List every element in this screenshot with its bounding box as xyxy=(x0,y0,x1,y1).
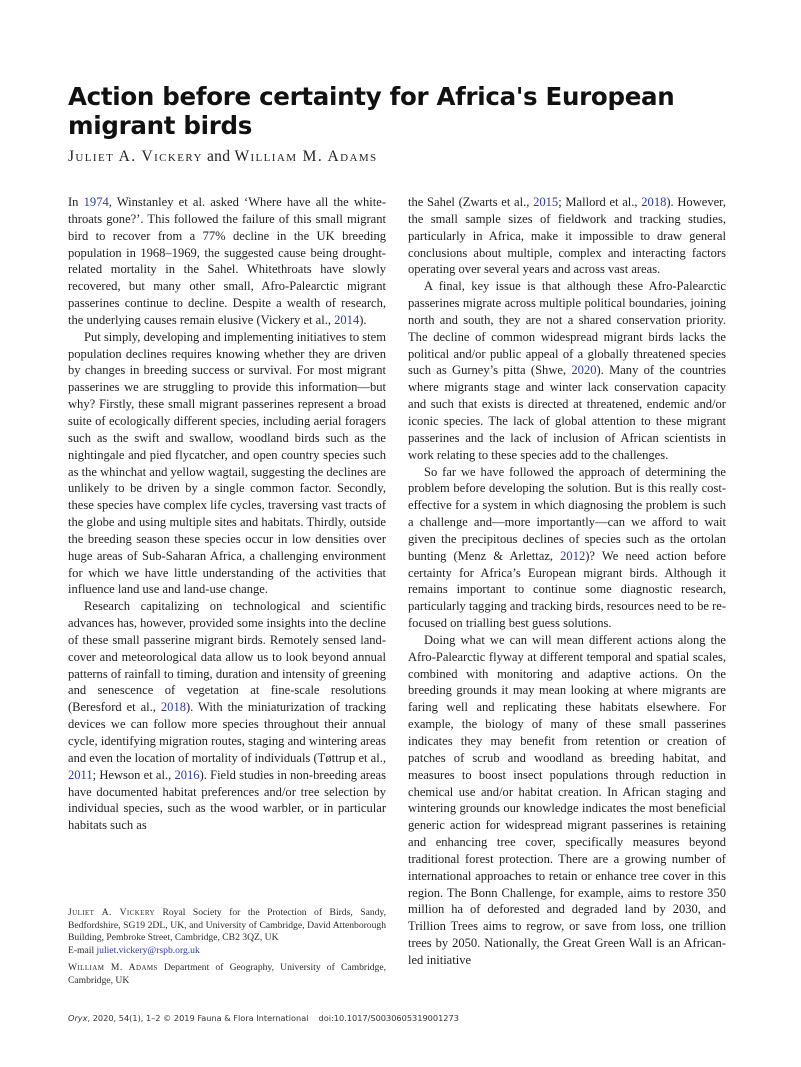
paragraph-doing-what-we-can: Doing what we can will mean different actions along the Afro-Palearctic flyway at different temporal and spatial scales, combined with monitoring and adaptive actions. On the breeding grounds it may mean looking at where migrants are faring well and replicating these habitats elsewhere. For example, the biology of many of these small passerines indicates they may benefit from retention or creation of patches of scrub and woodland as breeding habitat, and measures to boost insect populations through reduction in chemical use and/or habitat creation. In African staging and wintering grounds our knowledge indicates the most beneficial generic action for widespread migrant passerines is retaining and enhancing tree cover, specifically measures beyond traditional forest protection. There are a growing number of international approaches to retain or enhance tree cover in this region. The Bonn Challenge, for example, aims to restore 350 million ha of deforested and degraded land by 2030, and Trillion Trees aims to regrow, or save from loss, one trillion trees by 2050. Nationally, the Great Green Wall is an African-led initiative xyxy=(408,632,726,967)
paragraph-put-simply: Put simply, developing and implementing initiatives to stem population declines requires knowing whether they are driven by changes in breeding success or survival. For most migrant passerines we are struggling to provide this information—but why? Firstly, these small migrant passerines represent a broad suite of ecologically different species, including aerial foragers such as the swift and swallow, woodland birds such as the nightingale and pied flycatcher, and open country species such as the whinchat and yellow wagtail, suggesting the declines are unlikely to be driven by a single common factor. Secondly, these species have complex life cycles, traversing vast tracts of the globe and using multiple sites and habitats. Thirdly, outside the breeding season these species occur in low densities over huge areas of Sub-Saharan Africa, a challenging environment for which we have little understanding of the activities that influence land use and land-use change. xyxy=(68,329,386,597)
author-conjunction: and xyxy=(207,148,231,165)
text-run: ). Field studies in non-breeding areas have documented habitat preferences and/or tree selection by individual species, such as the wood warbler, or in particular habitats such as xyxy=(68,767,386,833)
affiliation-vickery xyxy=(68,907,386,957)
doi: doi:10.1017/S0030605319001273 xyxy=(318,1013,459,1023)
email-label: E-mail xyxy=(68,944,97,956)
email-link[interactable]: juliet.vickery@rspb.org.uk xyxy=(96,944,200,956)
affiliation-name: William M. Adams xyxy=(68,962,158,973)
text-run: A final, key issue is that although these Afro-Palearctic passerines migrate across multiple political boundaries, joining north and south, they are not a shared conservation priority. The decline of common widespread migrant birds lacks the political and/or public appeal of a globally threatened species such as Gurney’s pitta (Shwe, xyxy=(408,279,726,378)
body-column-left xyxy=(68,194,386,834)
text-run: ). Many of the countries where migrants stage and winter lack conservation capacity and such that exists is directed at threatened, endemic and/or iconic species. The lack of global attention to these migrant passerines and the lack of inclusion of African scientists in work relating to these species add to the challenges. xyxy=(408,363,726,462)
paragraph-sahel xyxy=(408,194,726,278)
paragraph-research xyxy=(68,598,386,834)
author-adams: William M. Adams xyxy=(234,148,378,165)
paragraph-intro xyxy=(68,194,386,329)
author-vickery: Juliet A. Vickery xyxy=(68,148,203,165)
paragraph-so-far xyxy=(408,464,726,632)
page-footer xyxy=(68,1013,459,1023)
citation-link[interactable]: 2011 xyxy=(68,767,93,782)
citation-link[interactable]: 2015 xyxy=(533,195,559,209)
text-run: In xyxy=(68,195,84,209)
citation-link[interactable]: 2016 xyxy=(174,767,200,782)
affiliation-adams xyxy=(68,962,386,987)
text-run: ; Mallord et al., xyxy=(558,195,642,209)
text-run: the Sahel (Zwarts et al., xyxy=(408,195,534,209)
journal-name: Oryx xyxy=(68,1013,88,1023)
text-run: )? We need action before certainty for Africa’s European migrant birds. Although it remains important to continue some diagnostic research, particularly tagging and tracking birds, resources need to be re-focused on trialling best guess solutions. xyxy=(408,548,726,631)
article-title: Action before certainty for Africa's European migrant birds xyxy=(68,82,675,141)
affiliation-text: Royal Society for the Protection of Birds, Sandy, Bedfordshire, SG19 2DL, UK, and University of Cambridge, David Attenborough Building, Pembroke Street, Cambridge, CB2 3QZ, UK xyxy=(68,907,386,944)
citation-link[interactable]: 2018 xyxy=(160,700,186,715)
citation-link[interactable]: 2012 xyxy=(560,548,586,563)
text-run: So far we have followed the approach of determining the problem before developing the solution. But is this really cost-effective for a system in which diagnosing the problem is such a challenge and—more importantly—can we afford to wait given the precipitous declines of species such as the ortolan bunting (Menz & Arlettaz, xyxy=(408,464,726,563)
affiliation-text: Department of Geography, University of Cambridge, Cambridge, UK xyxy=(68,962,386,986)
citation-link[interactable]: 2020 xyxy=(571,363,597,378)
author-line xyxy=(68,148,378,166)
text-run: ). With the miniaturization of tracking devices we can follow more species throughout their annual cycle, identifying migration routes, staging and wintering areas and even the location of mortality of individuals (Tøttrup et al., xyxy=(68,700,386,765)
citation-link[interactable]: 2014 xyxy=(334,312,360,327)
text-run: ). xyxy=(359,312,367,327)
text-run: ; Hewson et al., xyxy=(92,767,175,782)
paragraph-final-issue xyxy=(408,278,726,463)
body-column-right xyxy=(408,194,726,969)
text-run: Research capitalizing on technological and scientific advances has, however, provided some insights into the decline of these small passerine migrant birds. Remotely sensed land-cover and meteorological data allow us to look beyond annual patterns of rainfall to timing, duration and intensity of greening and senescence of vegetation at fine-scale resolutions (Beresford et al., xyxy=(68,599,386,715)
text-run: ). However, the small sample sizes of fieldwork and tracking studies, particularly in Africa, make it impossible to draw general conclusions about multiple, complex and interacting factors operating over several years and across vast areas. xyxy=(408,195,726,277)
text-run: , Winstanley et al. asked ‘Where have all the whitethroats gone?’. This followed the failure of this small migrant bird to recover from a 77% decline in the UK breeding population in 1968–1969, the suggested cause being drought-related mortality in the Sahel. Whitethroats have slowly recovered, but many other small, Afro-Palearctic migrant passerines continue to decline. Despite a wealth of research, the underlying causes remain elusive (Vickery et al., xyxy=(68,195,386,327)
citation-link[interactable]: 2018 xyxy=(641,195,667,209)
affiliation-name: Juliet A. Vickery xyxy=(68,907,155,918)
citation-link[interactable]: 1974 xyxy=(83,195,109,209)
citation-info: , 2020, 54(1), 1–2 © 2019 Fauna & Flora International xyxy=(87,1013,309,1023)
